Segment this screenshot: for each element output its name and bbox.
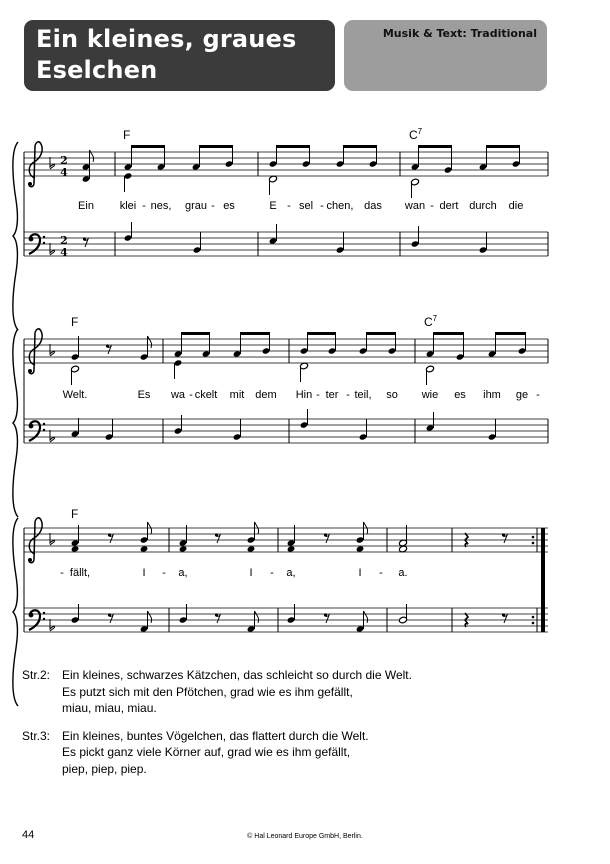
svg-text:wa: wa	[170, 389, 186, 401]
svg-text:nes,: nes,	[150, 200, 172, 212]
svg-text:-: -	[189, 389, 193, 401]
svg-text:chen,: chen,	[326, 200, 354, 212]
svg-text:grau: grau	[184, 200, 208, 212]
treble-staff	[24, 339, 548, 363]
svg-text:-: -	[430, 200, 434, 212]
flat-icon	[50, 430, 55, 442]
verse-line: miau, miau, miau.	[62, 701, 157, 715]
svg-text:-: -	[346, 389, 350, 401]
page-number: 44	[22, 829, 35, 841]
svg-text:wie: wie	[421, 389, 439, 401]
lyric-line	[63, 389, 541, 401]
composer-credit: Musik & Text: Traditional	[382, 27, 537, 40]
svg-text:-: -	[316, 389, 320, 401]
chord-symbol: F	[123, 128, 131, 142]
final-repeat-barline	[532, 528, 545, 632]
svg-text:Hin: Hin	[295, 389, 313, 401]
copyright-notice: © Hal Leonard Europe GmbH, Berlin.	[247, 833, 363, 840]
svg-text:E: E	[269, 200, 277, 212]
svg-text:wan: wan	[404, 200, 426, 212]
chord-symbol: F	[71, 507, 79, 521]
music-system-2	[13, 314, 548, 517]
svg-text:a,: a,	[178, 567, 188, 579]
svg-text:-: -	[270, 567, 274, 579]
verse-label: Str.3:	[22, 728, 51, 743]
flat-icon	[50, 157, 55, 169]
svg-text:-: -	[536, 389, 540, 401]
svg-text:klei: klei	[119, 200, 137, 212]
svg-text:-: -	[287, 200, 291, 212]
verse-line: Es pickt ganz viele Körner auf, grad wie es ihm gefällt,	[62, 745, 351, 759]
svg-text:I: I	[142, 567, 146, 579]
svg-text:-: -	[60, 567, 64, 579]
chord-symbol: $C^7$	[409, 127, 423, 142]
svg-text:mit: mit	[229, 389, 245, 401]
barlines	[169, 528, 537, 632]
bass-staff	[24, 608, 548, 632]
svg-text:durch: durch	[469, 200, 497, 212]
svg-text:-: -	[379, 567, 383, 579]
svg-text:-: -	[320, 200, 324, 212]
time-signature-numerator: 2	[60, 154, 68, 167]
svg-text:Welt.: Welt.	[62, 389, 88, 401]
svg-text:es: es	[454, 389, 466, 401]
treble-staff	[24, 152, 548, 176]
verse-line: Ein kleines, schwarzes Kätzchen, das schleicht so durch die Welt.	[62, 668, 412, 682]
time-signature-denominator: 4	[60, 166, 68, 179]
verse-line: Ein kleines, buntes Vögelchen, das flattert durch die Welt.	[62, 728, 369, 743]
lyric-line	[78, 200, 523, 212]
svg-text:die: die	[508, 200, 524, 212]
verse-2	[22, 667, 412, 717]
flat-icon	[50, 344, 55, 356]
verse-label: Str.2:	[22, 668, 51, 682]
brace	[13, 329, 18, 517]
flat-icon	[50, 533, 55, 545]
svg-text:ihm: ihm	[483, 389, 501, 401]
svg-text:-: -	[211, 200, 215, 212]
notes	[71, 332, 527, 441]
verse-line: piep, piep, piep.	[62, 761, 147, 776]
svg-text:I: I	[249, 567, 253, 579]
brace	[13, 518, 18, 706]
svg-text:dert: dert	[439, 200, 459, 212]
svg-text:dem: dem	[255, 389, 277, 401]
svg-text:fällt,: fällt,	[69, 567, 91, 579]
chord-symbol: $C^7$	[424, 314, 438, 329]
flat-icon	[50, 619, 55, 631]
bass-staff	[24, 232, 548, 256]
svg-text:-: -	[162, 567, 166, 579]
time-signature-numerator: 2	[60, 234, 68, 247]
brace	[13, 142, 18, 330]
svg-text:a.: a.	[398, 567, 408, 579]
svg-text:ckelt: ckelt	[194, 389, 218, 401]
svg-text:-: -	[142, 200, 146, 212]
verse-line: Es putzt sich mit den Pfötchen, grad wie es ihm gefällt,	[62, 684, 353, 699]
time-signature-denominator: 4	[60, 246, 68, 259]
music-system-1	[13, 127, 548, 330]
song-title-line-1: Ein kleines, graues	[36, 25, 297, 53]
svg-text:sel: sel	[298, 200, 314, 212]
lyric-line	[60, 567, 407, 579]
treble-staff	[24, 528, 548, 552]
svg-text:teil,: teil,	[354, 389, 372, 401]
svg-text:so: so	[386, 389, 398, 401]
chord-symbol: F	[71, 315, 79, 329]
flat-icon	[50, 243, 55, 255]
svg-text:Ein: Ein	[78, 200, 94, 212]
verse-3	[22, 728, 412, 778]
svg-text:das: das	[364, 200, 382, 212]
svg-text:I: I	[358, 567, 362, 579]
song-title-line-2: Eselchen	[36, 56, 158, 84]
svg-text:a,: a,	[286, 567, 296, 579]
bass-staff	[24, 419, 548, 443]
additional-verses	[22, 667, 412, 788]
svg-text:ge: ge	[515, 389, 529, 401]
svg-text:ter: ter	[325, 389, 339, 401]
svg-text:Es: Es	[137, 389, 151, 401]
svg-text:es: es	[223, 200, 235, 212]
